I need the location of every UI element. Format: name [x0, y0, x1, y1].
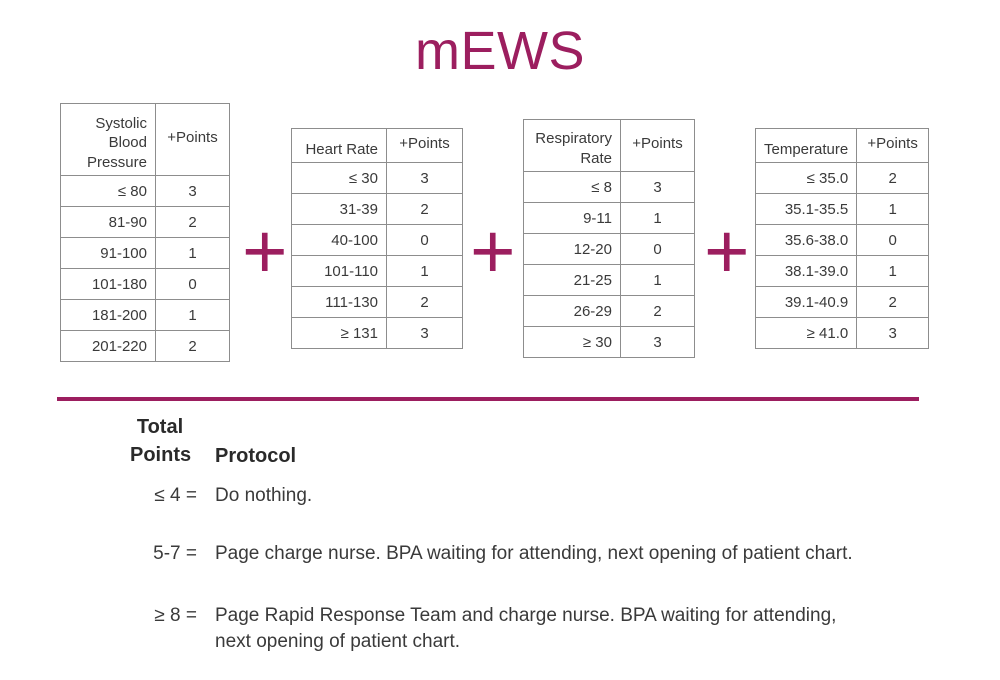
range-cell: 201-220 [61, 331, 156, 362]
table-row [524, 234, 695, 265]
protocol-action: Do nothing. [215, 485, 313, 506]
points-cell: 3 [156, 176, 230, 207]
table-row [292, 225, 463, 256]
range-cell: ≥ 30 [524, 327, 621, 358]
threshold-label: ≥ 8 = [154, 605, 197, 626]
protocol-action: Page Rapid Response Team and charge nurse. BPA waiting for attending, next opening of patient chart. [215, 605, 837, 652]
points-cell: 1 [621, 265, 695, 296]
points-cell: 3 [621, 327, 695, 358]
table-row [524, 265, 695, 296]
table-row [524, 296, 695, 327]
range-cell: ≤ 30 [292, 163, 387, 194]
points-cell: 2 [156, 207, 230, 238]
points-cell: 0 [621, 234, 695, 265]
range-cell: 111-130 [292, 287, 387, 318]
table-row [756, 256, 929, 287]
table-row [756, 225, 929, 256]
range-cell: ≥ 131 [292, 318, 387, 349]
plus-sign: + [470, 207, 516, 295]
points-cell: 2 [857, 287, 929, 318]
range-cell: ≤ 35.0 [756, 163, 857, 194]
points-cell: 1 [857, 194, 929, 225]
range-cell: ≤ 80 [61, 176, 156, 207]
table-header-row [756, 129, 929, 163]
points-cell: 3 [857, 318, 929, 349]
table-row [756, 318, 929, 349]
points-cell: 3 [387, 318, 463, 349]
column-header-points: +Points [156, 104, 230, 176]
section-divider [57, 397, 919, 401]
temperature-table [755, 128, 929, 349]
table-row [61, 269, 230, 300]
table-header-row [292, 129, 463, 163]
table-row [756, 287, 929, 318]
table-row [61, 207, 230, 238]
range-cell: 35.1-35.5 [756, 194, 857, 225]
respiratory-rate-table [523, 119, 695, 358]
systolic-bp-table [60, 103, 230, 362]
range-cell: 31-39 [292, 194, 387, 225]
threshold-label: 5-7 = [153, 543, 197, 564]
column-header-measure: Temperature [756, 129, 857, 163]
table-row [292, 287, 463, 318]
range-cell: 35.6-38.0 [756, 225, 857, 256]
points-cell: 3 [387, 163, 463, 194]
points-cell: 2 [857, 163, 929, 194]
points-cell: 2 [387, 194, 463, 225]
points-cell: 0 [387, 225, 463, 256]
range-cell: 101-180 [61, 269, 156, 300]
column-header-measure: Heart Rate [292, 129, 387, 163]
column-header-points: +Points [857, 129, 929, 163]
points-cell: 0 [156, 269, 230, 300]
range-cell: 81-90 [61, 207, 156, 238]
points-cell: 2 [621, 296, 695, 327]
range-cell: ≤ 8 [524, 172, 621, 203]
range-cell: 9-11 [524, 203, 621, 234]
table-row [756, 194, 929, 225]
points-cell: 3 [621, 172, 695, 203]
points-cell: 1 [621, 203, 695, 234]
range-cell: 91-100 [61, 238, 156, 269]
range-cell: 12-20 [524, 234, 621, 265]
points-cell: 0 [857, 225, 929, 256]
table-row [524, 327, 695, 358]
column-header-points: +Points [387, 129, 463, 163]
table-row [292, 256, 463, 287]
range-cell: 38.1-39.0 [756, 256, 857, 287]
table-row [524, 203, 695, 234]
total-points-header: Total Points [130, 416, 192, 466]
points-cell: 2 [156, 331, 230, 362]
column-header-points: +Points [621, 120, 695, 172]
table-row [292, 194, 463, 225]
table-row [61, 176, 230, 207]
range-cell: 101-110 [292, 256, 387, 287]
heart-rate-table [291, 128, 463, 349]
points-cell: 1 [387, 256, 463, 287]
table-header-row [524, 120, 695, 172]
range-cell: 181-200 [61, 300, 156, 331]
page-title: mEWS [415, 21, 585, 81]
table-row [61, 238, 230, 269]
points-cell: 2 [387, 287, 463, 318]
table-row [292, 318, 463, 349]
protocol-header: Protocol [215, 445, 297, 467]
table-row [756, 163, 929, 194]
range-cell: 21-25 [524, 265, 621, 296]
column-header-measure: Systolic Blood Pressure [61, 104, 156, 176]
table-header-row [61, 104, 230, 176]
column-header-measure: Respiratory Rate [524, 120, 621, 172]
protocol-action: Page charge nurse. BPA waiting for attending, next opening of patient chart. [215, 543, 853, 564]
points-cell: 1 [857, 256, 929, 287]
range-cell: 40-100 [292, 225, 387, 256]
range-cell: 39.1-40.9 [756, 287, 857, 318]
plus-sign: + [242, 207, 288, 295]
plus-sign: + [704, 207, 750, 295]
points-cell: 1 [156, 238, 230, 269]
table-row [61, 331, 230, 362]
range-cell: ≥ 41.0 [756, 318, 857, 349]
table-row [524, 172, 695, 203]
points-cell: 1 [156, 300, 230, 331]
threshold-label: ≤ 4 = [154, 485, 197, 506]
table-row [292, 163, 463, 194]
table-row [61, 300, 230, 331]
range-cell: 26-29 [524, 296, 621, 327]
